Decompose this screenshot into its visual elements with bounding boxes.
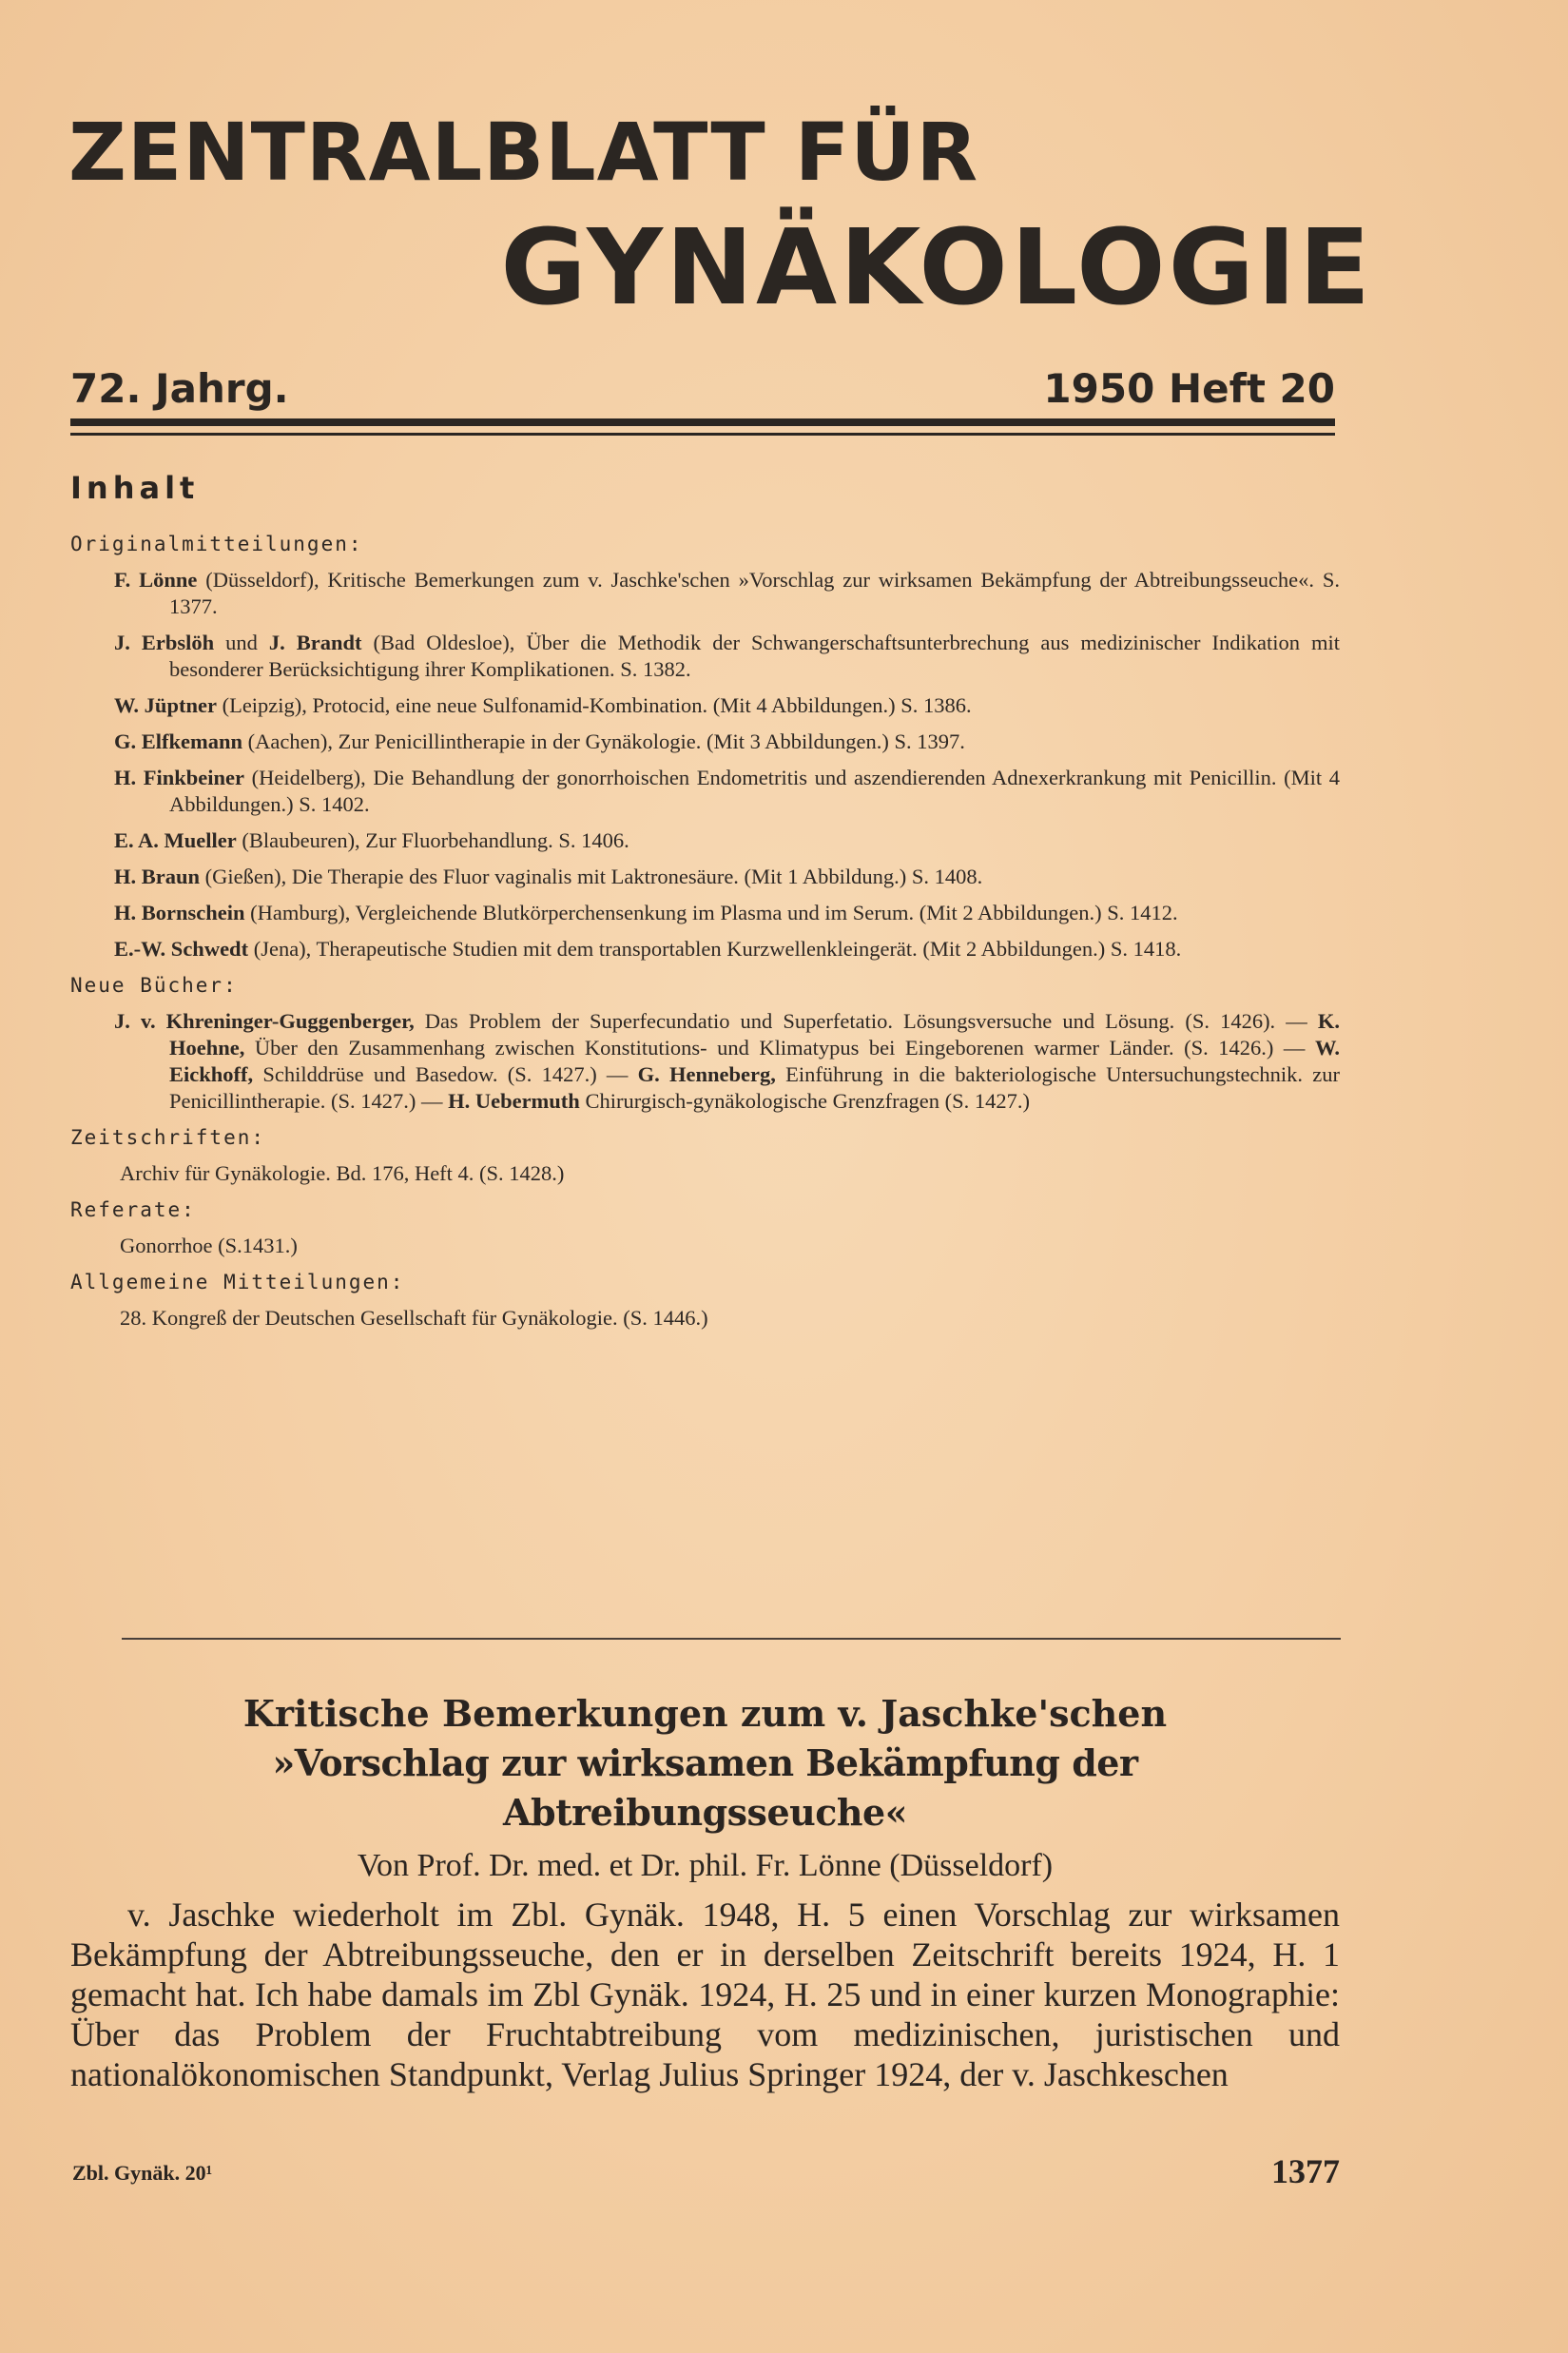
- issue-row: [70, 365, 1335, 418]
- toc-entry: E. A. Mueller (Blaubeuren), Zur Fluorbehandlung. S. 1406.: [114, 828, 629, 852]
- masthead-line1: ZENTRALBLATT FÜR: [68, 106, 979, 199]
- masthead-line2: GYNÄKOLOGIE: [500, 206, 1373, 328]
- masthead-rule-thin: [70, 433, 1335, 436]
- toc-entry: W. Jüptner (Leipzig), Protocid, eine neue Sulfonamid-Kombination. (Mit 4 Abbildungen.) S. 1386.: [114, 693, 972, 717]
- toc-entry: F. Lönne (Düsseldorf), Kritische Bemerkungen zum v. Jaschke'schen »Vorschlag zur wirksamen Bekämpfung der Abtreibungsseuche«. S. 1377.: [114, 568, 1341, 618]
- section-title-journals: Zeitschriften:: [70, 1126, 266, 1149]
- section-title-referate: Referate:: [70, 1198, 196, 1221]
- toc-entry: 28. Kongreß der Deutschen Gesellschaft für Gynäkologie. (S. 1446.): [120, 1306, 708, 1330]
- toc-books-entry: J. v. Khreninger-Guggenberger, Das Problem der Superfecundatio und Superfetatio. Lösungsversuche und Lösung. (S. 1426). — K. Hoehne, Über den Zusammenhang zwischen Konstitutions- und Klimatypus bei Eingeborenen warmer Länder. (S. 1426.) — W. Eickhoff, Schilddrüse und Basedow. (S. 1427.) — G. Henneberg, Einführung in die bakteriologische Untersuchungstechnik. zur Penicillintherapie. (S. 1427.) — H. Uebermuth Chirurgisch-gynäkologische Grenzfragen (S. 1427.): [114, 1009, 1341, 1113]
- volume-label: 72. Jahrg.: [70, 365, 289, 412]
- masthead-rule-thick: [70, 418, 1335, 426]
- article-title-line1: Kritische Bemerkungen zum v. Jaschke'schen: [242, 1692, 1168, 1735]
- toc-entry: E.-W. Schwedt (Jena), Therapeutische Studien mit dem transportablen Kurzwellenkleingerät. (Mit 2 Abbildungen.) S. 1418.: [114, 937, 1182, 961]
- article-byline: Von Prof. Dr. med. et Dr. phil. Fr. Lönne (Düsseldorf): [357, 1848, 1054, 1883]
- toc-entry: J. Erbslöh und J. Brandt (Bad Oldesloe), Über die Methodik der Schwangerschaftsunterbrechung aus medizinischer Indikation mit besonderer Berücksichtigung ihrer Komplikationen. S. 1382.: [114, 631, 1341, 681]
- toc-divider: [122, 1638, 1341, 1640]
- article-title-line2: »Vorschlag zur wirksamen Bekämpfung der Abtreibungsseuche«: [272, 1741, 1138, 1834]
- toc-entry: H. Braun (Gießen), Die Therapie des Fluor vaginalis mit Laktronesäure. (Mit 1 Abbildung.) S. 1408.: [114, 865, 983, 888]
- section-title-general: Allgemeine Mitteilungen:: [70, 1271, 405, 1293]
- toc-entry: Archiv für Gynäkologie. Bd. 176, Heft 4. (S. 1428.): [120, 1161, 565, 1185]
- toc-heading: Inhalt: [70, 470, 200, 506]
- toc-entry: H. Finkbeiner (Heidelberg), Die Behandlung der gonorrhoischen Endometritis und aszendierenden Adnexerkrankung mit Penicillin. (Mit 4 Abbildungen.) S. 1402.: [114, 766, 1340, 816]
- toc-entry: G. Elfkemann (Aachen), Zur Penicillintherapie in der Gynäkologie. (Mit 3 Abbildungen.) S. 1397.: [114, 729, 965, 753]
- issue-label: 1950 Heft 20: [1043, 365, 1335, 412]
- article-title: [70, 1689, 1340, 1838]
- section-title-books: Neue Bücher:: [70, 974, 238, 997]
- table-of-contents: [70, 521, 1340, 1341]
- article: [70, 1689, 1340, 2094]
- toc-entry: H. Bornschein (Hamburg), Vergleichende Blutkörperchensenkung im Plasma und im Serum. (Mit 2 Abbildungen.) S. 1412.: [114, 901, 1178, 924]
- article-body: v. Jaschke wiederholt im Zbl. Gynäk. 1948, H. 5 einen Vorschlag zur wirksamen Bekämpfung der Abtreibungsseuche, den er in derselben Zeitschrift bereits 1924, H. 1 gemacht hat. Ich habe damals im Zbl Gynäk. 1924, H. 25 und in einer kurzen Monographie: Über das Problem der Fruchtabtreibung vom medizinischen, juristischen und nationalökonomischen Standpunkt, Verlag Julius Springer 1924, der v. Jaschkeschen: [70, 1896, 1340, 2093]
- page-number: 1377: [1271, 2152, 1340, 2190]
- footer-signature: Zbl. Gynäk. 20¹: [72, 2161, 213, 2185]
- toc-entry: Gonorrhoe (S.1431.): [120, 1234, 298, 1257]
- section-title-originals: Originalmitteilungen:: [70, 533, 363, 555]
